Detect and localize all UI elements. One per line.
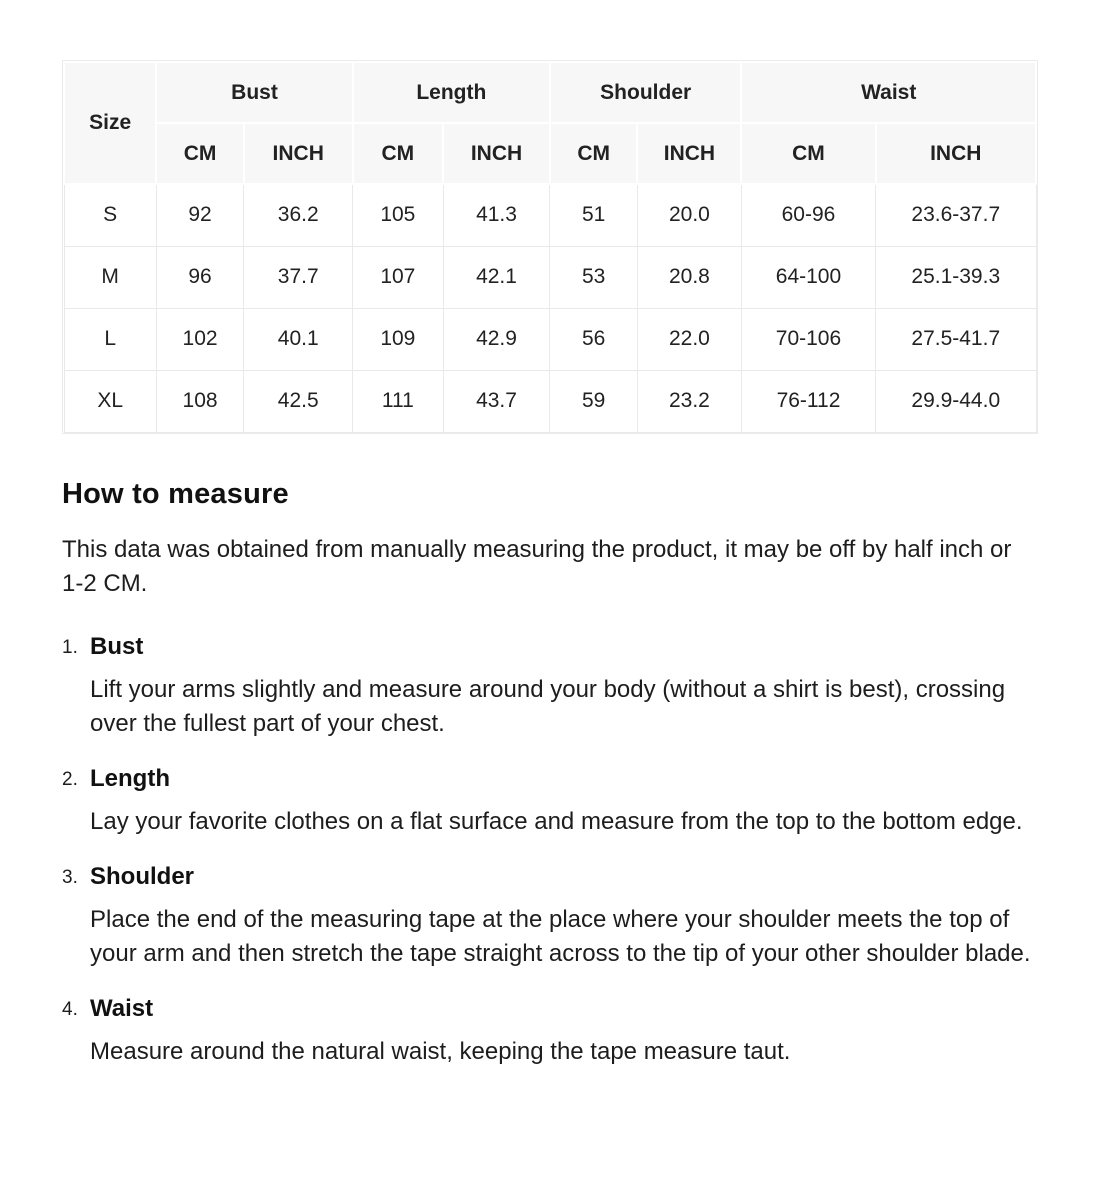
unit-header-row xyxy=(64,123,1036,184)
length-cm-cell: 111 xyxy=(353,370,443,432)
step-waist xyxy=(62,995,1038,1069)
waist-cm-cell: 64-100 xyxy=(741,246,875,308)
bust-inch-cell: 36.2 xyxy=(244,184,353,246)
bust-inch-cell: 40.1 xyxy=(244,308,353,370)
step-title: Shoulder xyxy=(90,862,195,890)
size-column-header: Size xyxy=(64,62,156,184)
unit-header-length-cm: CM xyxy=(353,123,443,184)
unit-header-waist-cm: CM xyxy=(741,123,875,184)
step-description: Lay your favorite clothes on a flat surface and measure from the top to the bottom edge. xyxy=(90,807,1023,835)
waist-inch-cell: 25.1-39.3 xyxy=(876,246,1036,308)
shoulder-inch-cell: 20.8 xyxy=(637,246,741,308)
step-number: 4. xyxy=(62,998,78,1020)
shoulder-inch-cell: 20.0 xyxy=(637,184,741,246)
shoulder-cm-cell: 53 xyxy=(550,246,637,308)
length-cm-cell: 107 xyxy=(353,246,443,308)
waist-inch-cell: 23.6-37.7 xyxy=(876,184,1036,246)
shoulder-inch-cell: 23.2 xyxy=(637,370,741,432)
size-table-body xyxy=(64,184,1036,432)
waist-cm-cell: 70-106 xyxy=(741,308,875,370)
length-inch-cell: 43.7 xyxy=(443,370,550,432)
bust-cm-cell: 108 xyxy=(156,370,243,432)
bust-cm-cell: 102 xyxy=(156,308,243,370)
bust-inch-cell: 37.7 xyxy=(244,246,353,308)
unit-header-shoulder-inch: INCH xyxy=(637,123,741,184)
step-title: Length xyxy=(90,764,170,792)
step-description: Place the end of the measuring tape at the place where your shoulder meets the top of your arm and then stretch the tape straight across to the tip of your other shoulder blade. xyxy=(90,905,1031,967)
bust-inch-cell: 42.5 xyxy=(244,370,353,432)
unit-header-waist-inch: INCH xyxy=(876,123,1036,184)
shoulder-cm-cell: 51 xyxy=(550,184,637,246)
size-chart-container xyxy=(62,60,1038,434)
group-header-length: Length xyxy=(353,62,550,123)
how-to-measure-heading: How to measure xyxy=(62,477,289,510)
unit-header-bust-inch: INCH xyxy=(244,123,353,184)
step-title: Waist xyxy=(90,994,154,1022)
shoulder-inch-cell: 22.0 xyxy=(637,308,741,370)
shoulder-cm-cell: 56 xyxy=(550,308,637,370)
table-row-s xyxy=(64,184,1036,246)
measurement-disclaimer: This data was obtained from manually measuring the product, it may be off by half inch or 1-2 CM. xyxy=(62,535,1012,597)
shoulder-cm-cell: 59 xyxy=(550,370,637,432)
group-header-bust: Bust xyxy=(156,62,352,123)
size-cell: XL xyxy=(64,370,156,432)
length-cm-cell: 105 xyxy=(353,184,443,246)
step-description: Lift your arms slightly and measure around your body (without a shirt is best), crossing over the fullest part of your chest. xyxy=(90,675,1006,737)
table-header xyxy=(64,62,1036,184)
table-row-m xyxy=(64,246,1036,308)
length-inch-cell: 41.3 xyxy=(443,184,550,246)
step-number: 2. xyxy=(62,768,78,790)
unit-header-shoulder-cm: CM xyxy=(550,123,637,184)
group-header-waist: Waist xyxy=(741,62,1036,123)
length-inch-cell: 42.9 xyxy=(443,308,550,370)
group-header-row xyxy=(64,62,1036,123)
step-length xyxy=(62,765,1038,839)
table-row-xl xyxy=(64,370,1036,432)
length-inch-cell: 42.1 xyxy=(443,246,550,308)
table-row-l xyxy=(64,308,1036,370)
step-title: Bust xyxy=(90,632,144,660)
size-cell: L xyxy=(64,308,156,370)
unit-header-length-inch: INCH xyxy=(443,123,550,184)
step-shoulder xyxy=(62,863,1038,971)
step-number: 3. xyxy=(62,866,78,888)
size-cell: M xyxy=(64,246,156,308)
waist-inch-cell: 29.9-44.0 xyxy=(876,370,1036,432)
size-chart-table xyxy=(63,61,1037,433)
step-bust xyxy=(62,633,1038,741)
length-cm-cell: 109 xyxy=(353,308,443,370)
step-description: Measure around the natural waist, keeping the tape measure taut. xyxy=(90,1037,791,1065)
waist-cm-cell: 76-112 xyxy=(741,370,875,432)
measurement-steps-list xyxy=(62,633,1038,1069)
bust-cm-cell: 96 xyxy=(156,246,243,308)
size-cell: S xyxy=(64,184,156,246)
bust-cm-cell: 92 xyxy=(156,184,243,246)
waist-cm-cell: 60-96 xyxy=(741,184,875,246)
waist-inch-cell: 27.5-41.7 xyxy=(876,308,1036,370)
unit-header-bust-cm: CM xyxy=(156,123,243,184)
group-header-shoulder: Shoulder xyxy=(550,62,741,123)
step-number: 1. xyxy=(62,636,78,658)
